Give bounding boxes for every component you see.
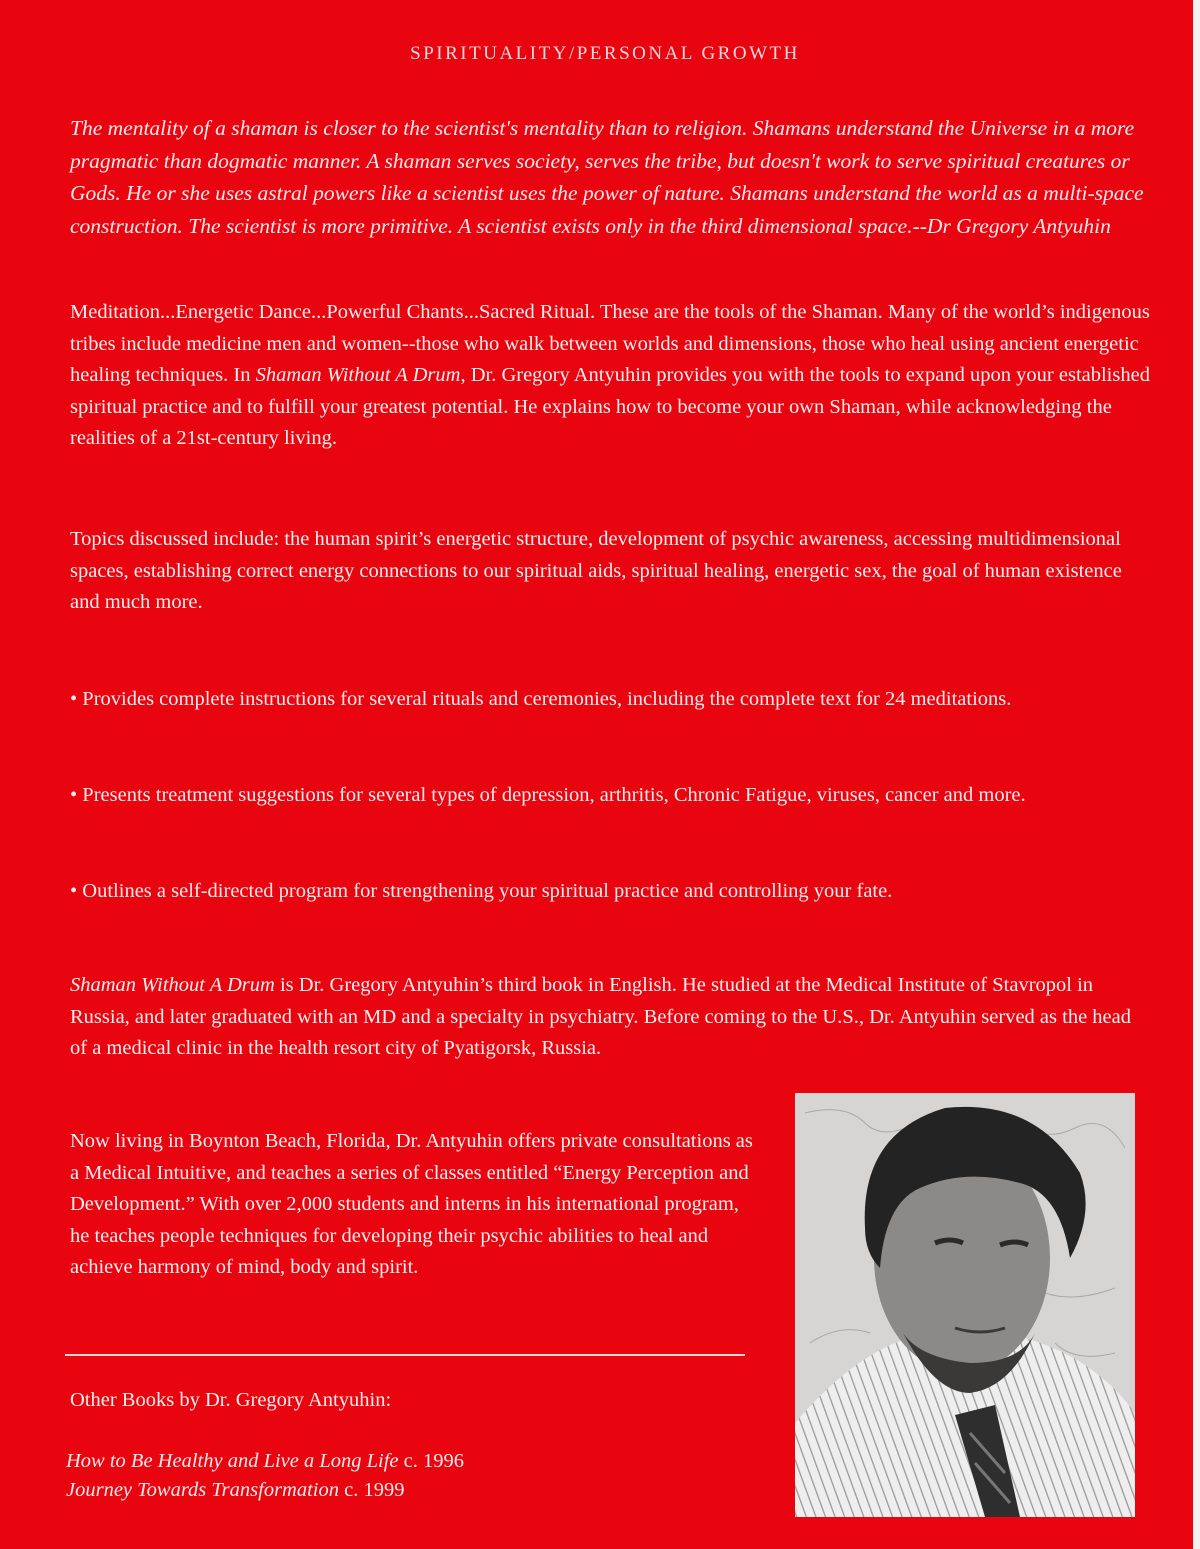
other-books-title: Other Books by Dr. Gregory Antyuhin: — [70, 1389, 392, 1411]
author-photo — [795, 1093, 1135, 1517]
bullet-item: • Outlines a self-directed program for strengthening your spiritual practice and controlling your fate. — [70, 880, 893, 902]
book-item — [66, 1476, 464, 1505]
divider — [65, 1354, 745, 1356]
book-year: c. 1996 — [398, 1450, 465, 1472]
book-item — [66, 1447, 464, 1476]
bio-paragraph — [70, 970, 1150, 1065]
bio-book-title: Shaman Without A Drum — [70, 974, 275, 996]
cover-edge — [1193, 0, 1200, 1549]
category-label: SPIRITUALITY/PERSONAL GROWTH — [410, 43, 800, 64]
book-title: How to Be Healthy and Live a Long Life — [66, 1450, 399, 1472]
bullet-item: • Provides complete instructions for several rituals and ceremonies, including the complete text for 24 meditations. — [70, 688, 1012, 710]
other-books-list — [66, 1447, 464, 1505]
author-portrait-icon — [795, 1093, 1135, 1517]
book-title: Journey Towards Transformation — [66, 1479, 340, 1501]
book-year: c. 1999 — [339, 1479, 405, 1501]
bio-text-1: is Dr. Gregory Antyuhin’s third book in English. He studied at the Medical Institute of Stavropol in Russia, and later graduated with an MD and a specialty in psychiatry. Before coming to the U.S., Dr. Antyuhin served as the head of a medical clinic in the health resort city of Pyatigorsk, Russia. — [70, 974, 1131, 1059]
intro-book-title: Shaman Without A Drum — [255, 364, 461, 386]
intro-text-2: , Dr. Gregory Antyuhin provides you with the tools to expand upon your established spiritual practice and to fulfill your greatest potential. He explains how to become your own Shaman, while acknowledging the realities of a 21st-century living. — [70, 364, 1150, 449]
author-quote: The mentality of a shaman is closer to the scientist's mentality than to religion. Shamans understand the Universe in a more pragmatic than dogmatic manner. A shaman serves society, serves the tribe, but doesn't work to serve spiritual creatures or Gods. He or she uses astral powers like a scientist uses the power of nature. Shamans understand the world as a multi-space construction. The scientist is more primitive. A scientist exists only in the third dimensional space.--Dr Gregory Antyuhin — [70, 116, 1144, 238]
intro-text-1: Meditation...Energetic Dance...Powerful Chants...Sacred Ritual. These are the tools of the Shaman. Many of the world’s indigenous tribes include medicine men and women--those who walk between worlds and dimensions, those who heal using ancient energetic healing techniques. In — [70, 301, 1150, 386]
bio-paragraph-2: Now living in Boynton Beach, Florida, Dr. Antyuhin offers private consultations as a Medical Intuitive, and teaches a series of classes entitled “Energy Perception and Development.” With over 2,000 students and interns in his international program, he teaches people techniques for developing their psychic abilities to heal and achieve harmony of mind, body and spirit. — [70, 1130, 753, 1278]
bullet-item: • Presents treatment suggestions for several types of depression, arthritis, Chronic Fatigue, viruses, cancer and more. — [70, 784, 1026, 806]
topics-paragraph: Topics discussed include: the human spirit’s energetic structure, development of psychic awareness, accessing multidimensional spaces, establishing correct energy connections to our spiritual aids, spiritual healing, energetic sex, the goal of human existence and much more. — [70, 528, 1122, 613]
intro-paragraph — [70, 297, 1150, 455]
